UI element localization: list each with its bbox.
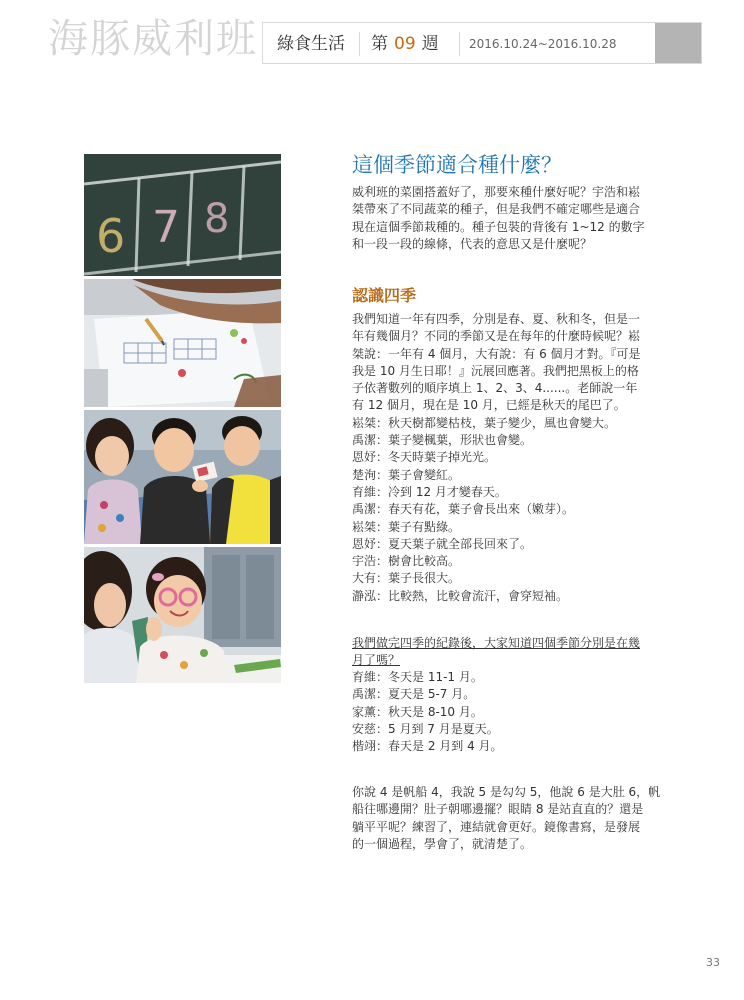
intro-paragraph (352, 184, 645, 253)
text-line: 禹潔：春天有花，葉子會長出來（嫩芽）。 (352, 502, 575, 517)
girl-glasses-photo (84, 547, 281, 683)
text-line: 月了嗎？ (352, 653, 401, 668)
text-line: 威利班的菜園搭蓋好了，那要來種什麼好呢？宇浩和崧 (352, 185, 641, 199)
text-line: 楚洵：葉子會變紅。 (352, 467, 461, 482)
text-line: 宇浩：樹會比較高。 (352, 554, 461, 569)
week-number: 09 (394, 34, 416, 54)
text-line: 現在這個季節栽種的。種子包裝的背後有 1~12 的數字 (352, 219, 645, 234)
text-line: 崧桀：葉子有點綠。 (352, 519, 461, 534)
closing-paragraph (352, 784, 660, 853)
text-line: 大有：葉子長很大。 (352, 571, 461, 586)
week-prefix: 第 (371, 34, 388, 54)
topic-label: 綠食生活 (277, 34, 345, 54)
page-number: 33 (706, 956, 720, 969)
header-gray-block (655, 23, 701, 63)
class-name: 海豚威利班 (48, 16, 258, 62)
answers-paragraph (352, 669, 503, 755)
text-line: 恩妤：夏天葉子就全部長回來了。 (352, 536, 533, 551)
text-line: 育維：冷到 12 月才變春天。 (352, 484, 507, 499)
text-line: 我們知道一年有四季，分別是春、夏、秋和冬，但是一 (352, 312, 641, 326)
text-line: 有 12 個月，現在是 10 月，已經是秋天的尾巴了。 (352, 398, 626, 413)
kids-cards-photo (84, 410, 281, 544)
text-line: 桀說：一年有 4 個月，大有說：有 6 個月才對。『可是 (352, 346, 641, 361)
week-suffix: 週 (421, 34, 439, 54)
article-title: 這個季節適合種什麼？ (352, 153, 562, 177)
divider (459, 32, 460, 56)
chalkboard-photo (84, 154, 281, 276)
text-line: 崧桀：秋天樹都變枯枝，葉子變少，風也會變大。 (352, 415, 617, 430)
chalk-number: 7 (152, 202, 180, 253)
text-line: 你說 4 是帆船 4，我說 5 是勾勾 5，他說 6 是大肚 6，帆 (352, 785, 661, 799)
text-line: 子依著數列的順序填上 1、2、3、4......。老師說一年 (352, 381, 638, 396)
text-line: 禹潔：葉子變楓葉，形狀也會變。 (352, 433, 533, 448)
text-line: 躺平平呢？練習了，連結就會更好。鏡像書寫，是發展 (352, 819, 641, 834)
text-line: 桀帶來了不同蔬菜的種子，但是我們不確定哪些是適合 (352, 202, 641, 217)
text-line: 和一段一段的線條，代表的意思又是什麼呢？ (352, 236, 593, 251)
text-line: 我是 10 月生日耶！』沅展回應著。我們把黑板上的格 (352, 363, 639, 378)
section-heading: 認識四季 (352, 286, 417, 305)
text-line: 家薰：秋天是 8-10 月。 (352, 704, 483, 719)
text-line: 楷翊：春天是 2 月到 4 月。 (352, 739, 503, 754)
writing-photo (84, 279, 281, 407)
text-line: 的一個過程，學會了，就清楚了。 (352, 836, 533, 851)
chalk-number: 8 (204, 196, 230, 242)
main-paragraph (352, 311, 641, 605)
text-line: 恩妤：冬天時葉子掉光光。 (352, 450, 497, 465)
text-line: 育維：冬天是 11-1 月。 (352, 670, 483, 684)
text-line: 我們做完四季的紀錄後，大家知道四個季節分別是在幾 (352, 636, 641, 650)
question-paragraph (352, 635, 640, 670)
text-line: 安慈：5 月到 7 月是夏天。 (352, 721, 499, 736)
divider (359, 32, 360, 56)
text-line: 禹潔：夏天是 5-7 月。 (352, 687, 476, 702)
week-label (371, 33, 439, 55)
text-line: 年有幾個月？不同的季節又是在每年的什麼時候呢？崧 (352, 329, 641, 344)
text-line: 船往哪邊開？肚子朝哪邊擺？眼睛 8 是站直直的？還是 (352, 802, 644, 817)
date-range: 2016.10.24~2016.10.28 (469, 37, 617, 51)
text-line: 瀞泓：比較熱，比較會流汗，會穿短袖。 (352, 588, 569, 603)
chalk-number: 6 (96, 209, 126, 263)
header-bar (262, 22, 702, 64)
